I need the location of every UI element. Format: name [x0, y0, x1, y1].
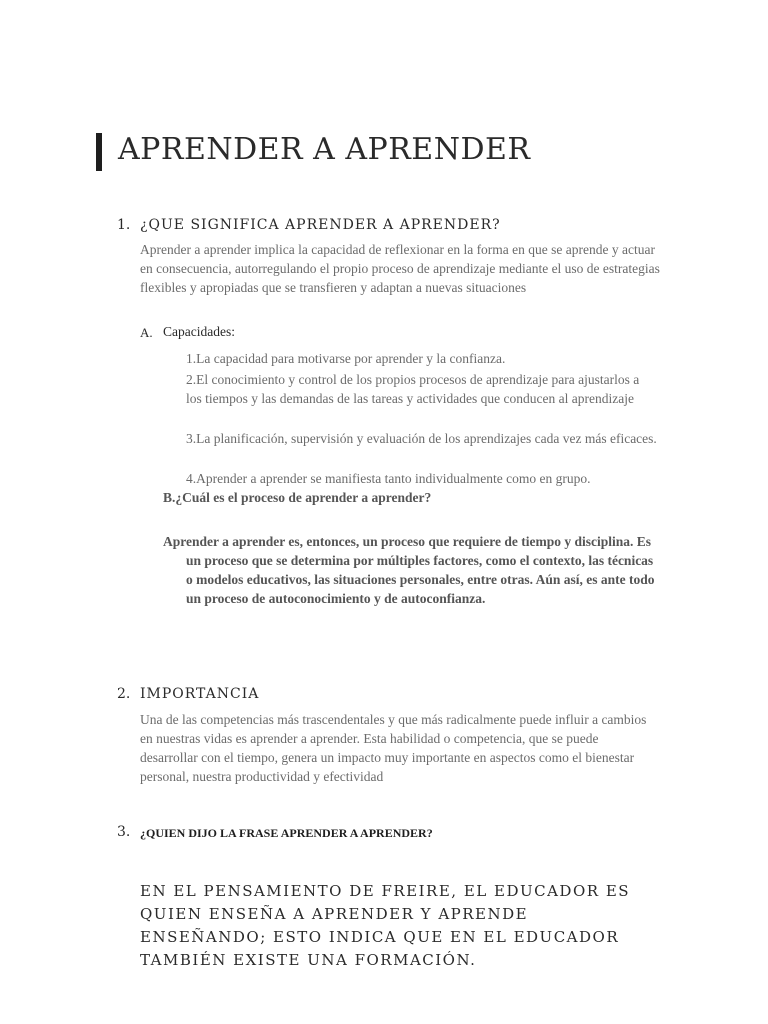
capacity-item-1: 1.La capacidad para motivarse por aprender y la confianza. — [186, 351, 506, 366]
subsection-b-answer: Aprender a aprender es, entonces, un proceso que requiere de tiempo y disciplina. Es un proceso que se determina por múltiples factores, como el contexto, las técnicas o modelos educativos, las situaciones personales, entre otras. Aún así, es ante todo un proceso de autoconocimiento y de autoconfianza. — [163, 534, 655, 606]
section-1-number: 1. — [117, 217, 131, 233]
capacity-item-2: 2.El conocimiento y control de los propios procesos de aprendizaje para ajustarlos a los tiempos y las demandas de las tareas y actividades que conducen al aprendizaje — [186, 372, 640, 406]
section-3-number: 3. — [117, 824, 131, 840]
section-2-paragraph: Una de las competencias más trascendentales y que más radicalmente puede influir a cambios en nuestras vidas es aprender a aprender. Esta habilidad o competencia, que se puede desarrollar con el tiempo, genera un impacto muy importante en aspectos como el bienestar personal, nuestra productividad y efectividad — [140, 712, 647, 784]
subsection-a-letter: A. — [140, 325, 153, 340]
subsection-a-label: Capacidades: — [163, 324, 235, 339]
section-3-heading: ¿QUIEN DIJO LA FRASE APRENDER A APRENDER? — [140, 826, 433, 840]
section-3-answer: EN EL PENSAMIENTO DE FREIRE, EL EDUCADOR ES QUIEN ENSEÑA A APRENDER Y APRENDE ENSEÑANDO; ESTO INDICA QUE EN EL EDUCADOR TAMBIÉN EXISTE UNA FORMACIÓN. — [140, 882, 631, 969]
capacity-item-3: 3.La planificación, supervisión y evaluación de los aprendizajes cada vez más eficaces. — [186, 431, 657, 446]
section-1-paragraph: Aprender a aprender implica la capacidad de reflexionar en la forma en que se aprende y actuar en consecuencia, autorregulando el propio proceso de aprendizaje mediante el uso de estrategias flexibles y apropiadas que se transfieren y adaptan a nuevas situaciones — [140, 242, 660, 295]
section-2-number: 2. — [117, 686, 131, 702]
section-1-heading: ¿QUE SIGNIFICA APRENDER A APRENDER? — [140, 217, 501, 233]
section-2-heading: IMPORTANCIA — [140, 686, 260, 702]
page-title: APRENDER A APRENDER — [118, 132, 531, 167]
title-accent-bar — [96, 133, 102, 171]
capacity-item-4: 4.Aprender a aprender se manifiesta tanto individualmente como en grupo. — [186, 471, 591, 486]
subsection-b-question: B.¿Cuál es el proceso de aprender a aprender? — [163, 490, 432, 505]
